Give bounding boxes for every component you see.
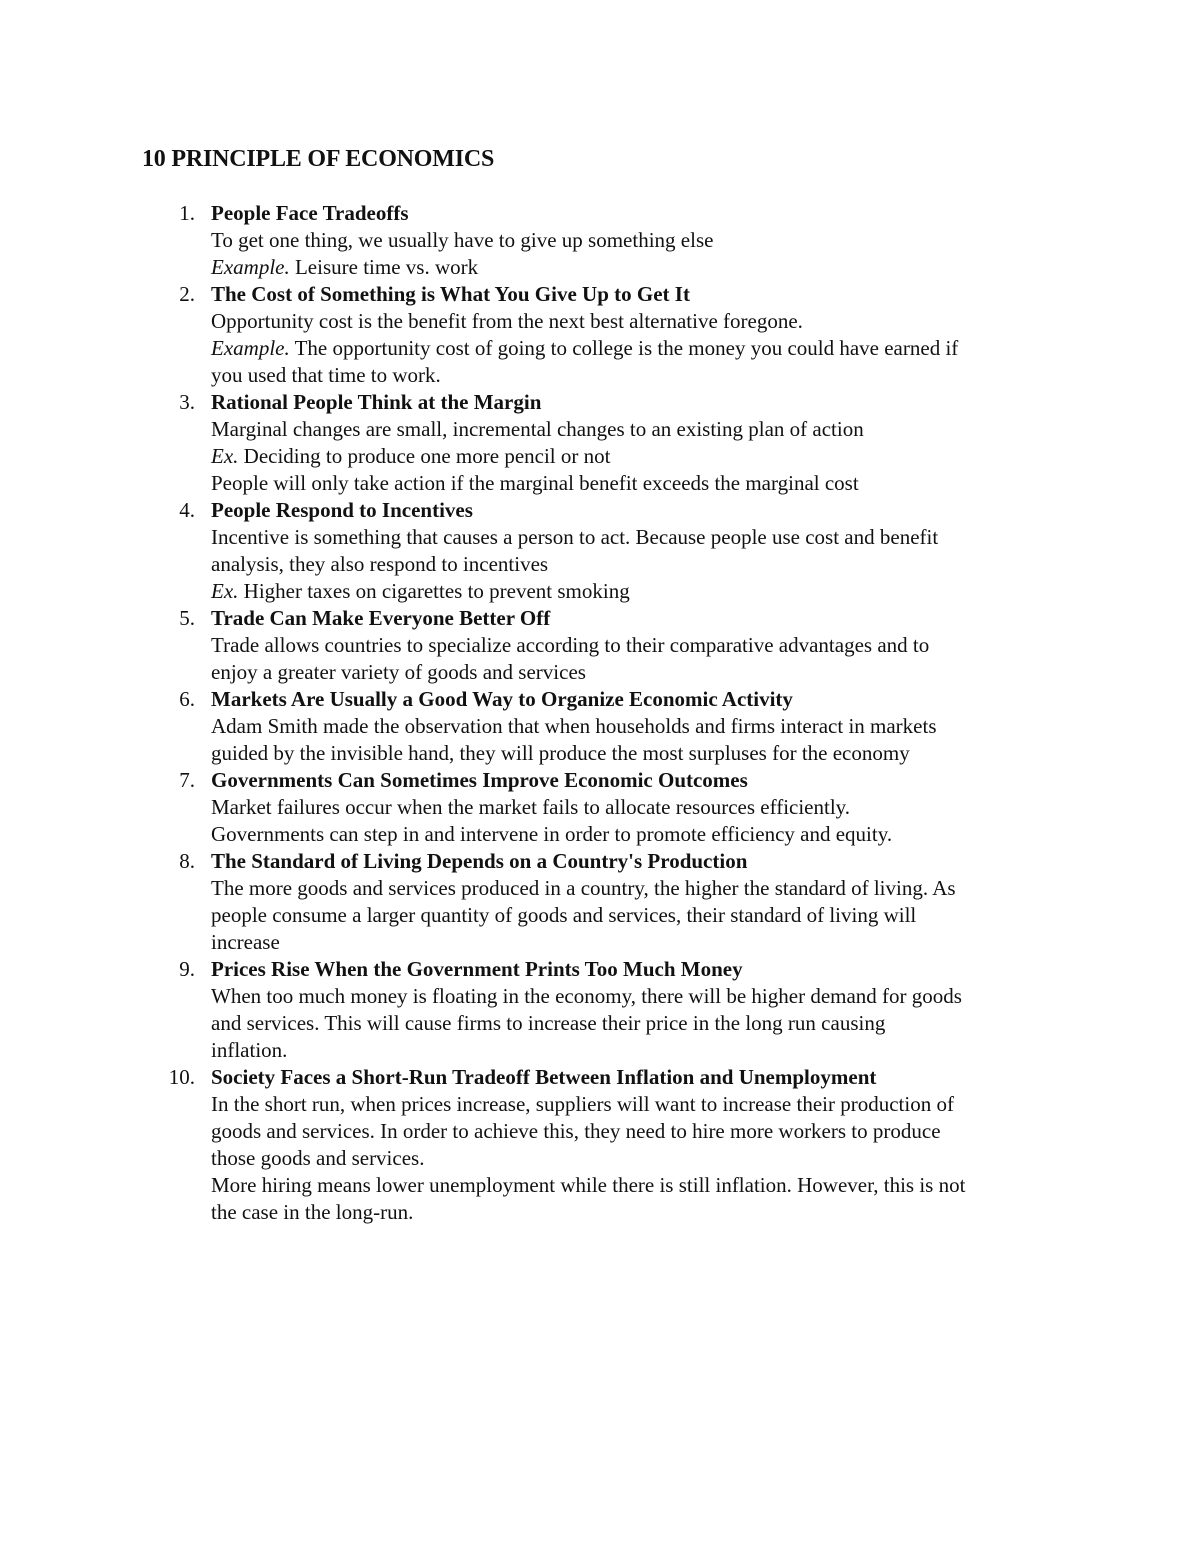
principle-title: The Cost of Something is What You Give Up to Get It <box>211 282 690 306</box>
principle-number: 4. <box>179 498 195 522</box>
principle-number: 3. <box>179 390 195 414</box>
principle-text-line: analysis, they also respond to incentives <box>211 552 549 576</box>
principle-item <box>0 497 1071 605</box>
principle-item <box>0 686 1071 767</box>
principle-item <box>0 956 1071 1064</box>
principle-text-line: goods and services. In order to achieve this, they need to hire more workers to produce <box>211 1119 941 1143</box>
principle-example-line <box>211 578 1071 605</box>
principles-list <box>0 200 1200 1226</box>
principle-text-line: increase <box>211 930 280 954</box>
principle-title: Trade Can Make Everyone Better Off <box>211 606 551 630</box>
principle-item <box>0 389 1071 497</box>
principle-title: Markets Are Usually a Good Way to Organize Economic Activity <box>211 687 793 711</box>
principle-number: 7. <box>179 768 195 792</box>
principle-title: The Standard of Living Depends on a Country's Production <box>211 849 748 873</box>
principle-example-line <box>211 254 1071 281</box>
principle-text-line: the case in the long-run. <box>211 1200 414 1224</box>
principle-text-line: In the short run, when prices increase, suppliers will want to increase their production of <box>211 1092 954 1116</box>
principle-text-line: you used that time to work. <box>211 363 441 387</box>
example-label: Ex. <box>211 444 239 468</box>
principle-text-line: enjoy a greater variety of goods and services <box>211 660 586 684</box>
principle-item <box>0 1064 1071 1226</box>
principle-number: 8. <box>179 849 195 873</box>
example-text: The opportunity cost of going to college is the money you could have earned if <box>289 336 959 360</box>
principle-text-line: To get one thing, we usually have to give up something else <box>211 228 714 252</box>
principle-text-line: People will only take action if the marginal benefit exceeds the marginal cost <box>211 471 859 495</box>
principle-number: 6. <box>179 687 195 711</box>
principle-title: People Respond to Incentives <box>211 498 473 522</box>
example-label: Example. <box>211 336 290 360</box>
principle-text-line: The more goods and services produced in a country, the higher the standard of living. As <box>211 876 956 900</box>
principle-item <box>0 200 1071 281</box>
principle-text-line: Incentive is something that causes a person to act. Because people use cost and benefit <box>211 525 939 549</box>
example-label: Ex. <box>211 579 239 603</box>
principle-text-line: those goods and services. <box>211 1146 425 1170</box>
principle-item <box>0 848 1071 956</box>
principle-item <box>0 767 1071 848</box>
principle-text-line: Opportunity cost is the benefit from the next best alternative foregone. <box>211 309 803 333</box>
example-label: Example. <box>211 255 290 279</box>
principle-text-line: Governments can step in and intervene in order to promote efficiency and equity. <box>211 822 893 846</box>
principle-text-line: Adam Smith made the observation that when households and firms interact in markets <box>211 714 937 738</box>
principle-number: 1. <box>179 201 195 225</box>
principle-title: Society Faces a Short-Run Tradeoff Between Inflation and Unemployment <box>211 1065 877 1089</box>
principle-text-line: Trade allows countries to specialize according to their comparative advantages and to <box>211 633 930 657</box>
principle-text-line: Market failures occur when the market fails to allocate resources efficiently. <box>211 795 851 819</box>
principle-example-line <box>211 443 1071 470</box>
principle-item <box>0 281 1071 389</box>
principle-number: 9. <box>179 957 195 981</box>
principle-text-line: people consume a larger quantity of goods and services, their standard of living will <box>211 903 917 927</box>
principle-number: 5. <box>179 606 195 630</box>
principle-title: People Face Tradeoffs <box>211 201 409 225</box>
principle-number: 2. <box>179 282 195 306</box>
example-text: Leisure time vs. work <box>289 255 479 279</box>
principle-title: Governments Can Sometimes Improve Economic Outcomes <box>211 768 748 792</box>
principle-text-line: and services. This will cause firms to increase their price in the long run causing <box>211 1011 886 1035</box>
example-text: Deciding to produce one more pencil or not <box>238 444 611 468</box>
principle-item <box>0 605 1071 686</box>
principle-text-line: When too much money is floating in the economy, there will be higher demand for goods <box>211 984 962 1008</box>
principle-title: Rational People Think at the Margin <box>211 390 542 414</box>
principle-text-line: More hiring means lower unemployment while there is still inflation. However, this is not <box>211 1173 966 1197</box>
principle-number: 10. <box>168 1065 195 1089</box>
example-text: Higher taxes on cigarettes to prevent smoking <box>238 579 630 603</box>
principle-text-line: inflation. <box>211 1038 288 1062</box>
principle-example-line <box>211 335 1071 362</box>
principle-text-line: guided by the invisible hand, they will produce the most surpluses for the economy <box>211 741 910 765</box>
principle-text-line: Marginal changes are small, incremental changes to an existing plan of action <box>211 417 864 441</box>
principle-title: Prices Rise When the Government Prints Too Much Money <box>211 957 743 981</box>
document-title: 10 PRINCIPLE OF ECONOMICS <box>142 146 495 172</box>
